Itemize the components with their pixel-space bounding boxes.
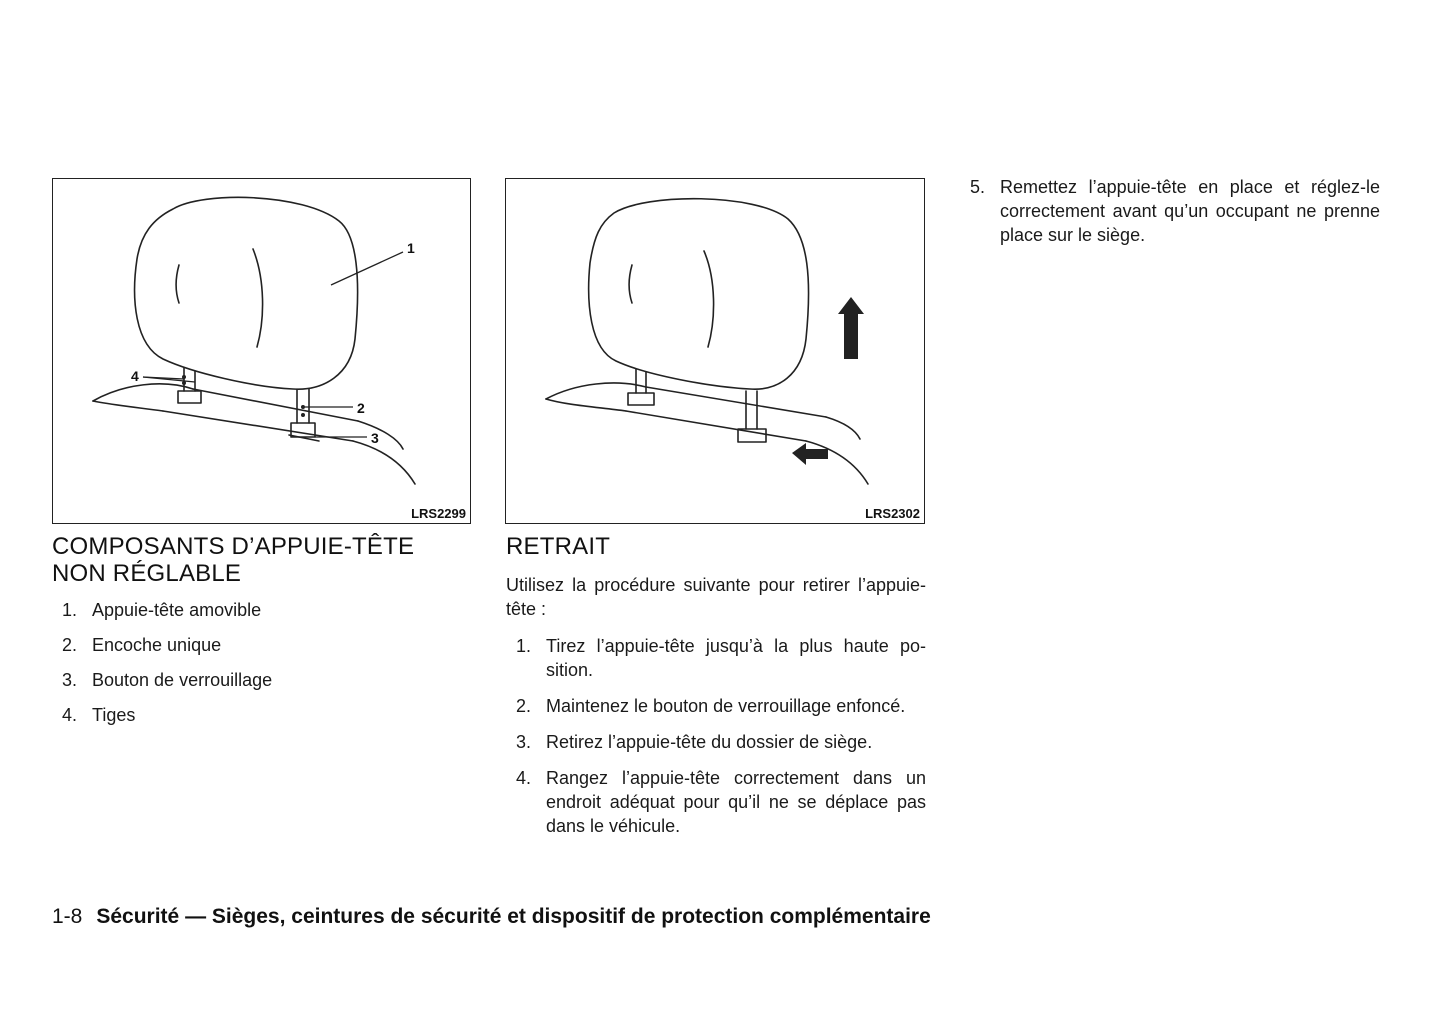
callout-2: 2 xyxy=(357,400,365,416)
page-footer xyxy=(52,903,931,931)
step-text: Tirez l’appuie-tête jusqu’à la plus haute position. xyxy=(546,636,926,680)
figure-code: LRS2299 xyxy=(411,506,466,521)
step-number: 1. xyxy=(516,636,532,656)
step-text: Remettez l’appuie-tête en place et réglez-le correctement avant qu’un occupant ne prenne place sur le siège. xyxy=(1000,177,1380,245)
list-item xyxy=(506,766,926,838)
item-number: 4. xyxy=(62,705,78,725)
item-text: Bouton de verrouillage xyxy=(92,670,273,690)
item-number: 2. xyxy=(62,635,78,655)
chapter-title: Sécurité — Sièges, ceintures de sécurité et dispositif de protection complémentaire xyxy=(96,905,931,928)
step-number: 5. xyxy=(970,177,986,197)
callout-3: 3 xyxy=(371,430,379,446)
item-text: Tiges xyxy=(92,705,136,725)
heading-line-1: COMPOSANTS D’APPUIE-TÊTE xyxy=(52,533,415,560)
list-item xyxy=(52,633,472,657)
list-item xyxy=(506,694,926,718)
section-heading-components xyxy=(52,533,472,587)
item-text: Encoche unique xyxy=(92,635,222,655)
step-number: 2. xyxy=(516,696,532,716)
headrest-removal-illustration xyxy=(506,179,924,523)
list-item xyxy=(506,730,926,754)
figure-code: LRS2302 xyxy=(865,506,920,521)
headrest-components-illustration xyxy=(53,179,470,523)
up-arrow-icon xyxy=(838,297,864,359)
page-number: 1-8 xyxy=(52,905,83,928)
item-text: Appuie-tête amovible xyxy=(92,600,262,620)
list-item xyxy=(506,634,926,682)
list-item xyxy=(960,175,1380,247)
step-number: 3. xyxy=(516,732,532,752)
step-text: Retirez l’appuie-tête du dossier de siège. xyxy=(546,732,873,752)
section-heading-removal: RETRAIT xyxy=(506,533,611,560)
reinstall-steps xyxy=(960,175,1380,247)
figure-headrest-removal xyxy=(505,178,925,524)
removal-intro: Utilisez la procédure suivante pour retirer l’appuie-tête : xyxy=(506,575,926,619)
step-text: Rangez l’appuie-tête correctement dans un endroit adéquat pour qu’il ne se déplace pas dans le véhicule. xyxy=(546,768,926,836)
list-item xyxy=(52,598,472,622)
callout-1: 1 xyxy=(407,240,415,256)
removal-steps xyxy=(506,634,926,838)
item-number: 1. xyxy=(62,600,78,620)
step-text: Maintenez le bouton de verrouillage enfoncé. xyxy=(546,696,906,716)
step-number: 4. xyxy=(516,768,532,788)
list-item xyxy=(52,668,472,692)
figure-headrest-components xyxy=(52,178,471,524)
callout-4: 4 xyxy=(131,368,139,384)
item-number: 3. xyxy=(62,670,78,690)
heading-line-2: NON RÉGLABLE xyxy=(52,560,242,587)
components-list xyxy=(52,598,472,727)
list-item xyxy=(52,703,472,727)
